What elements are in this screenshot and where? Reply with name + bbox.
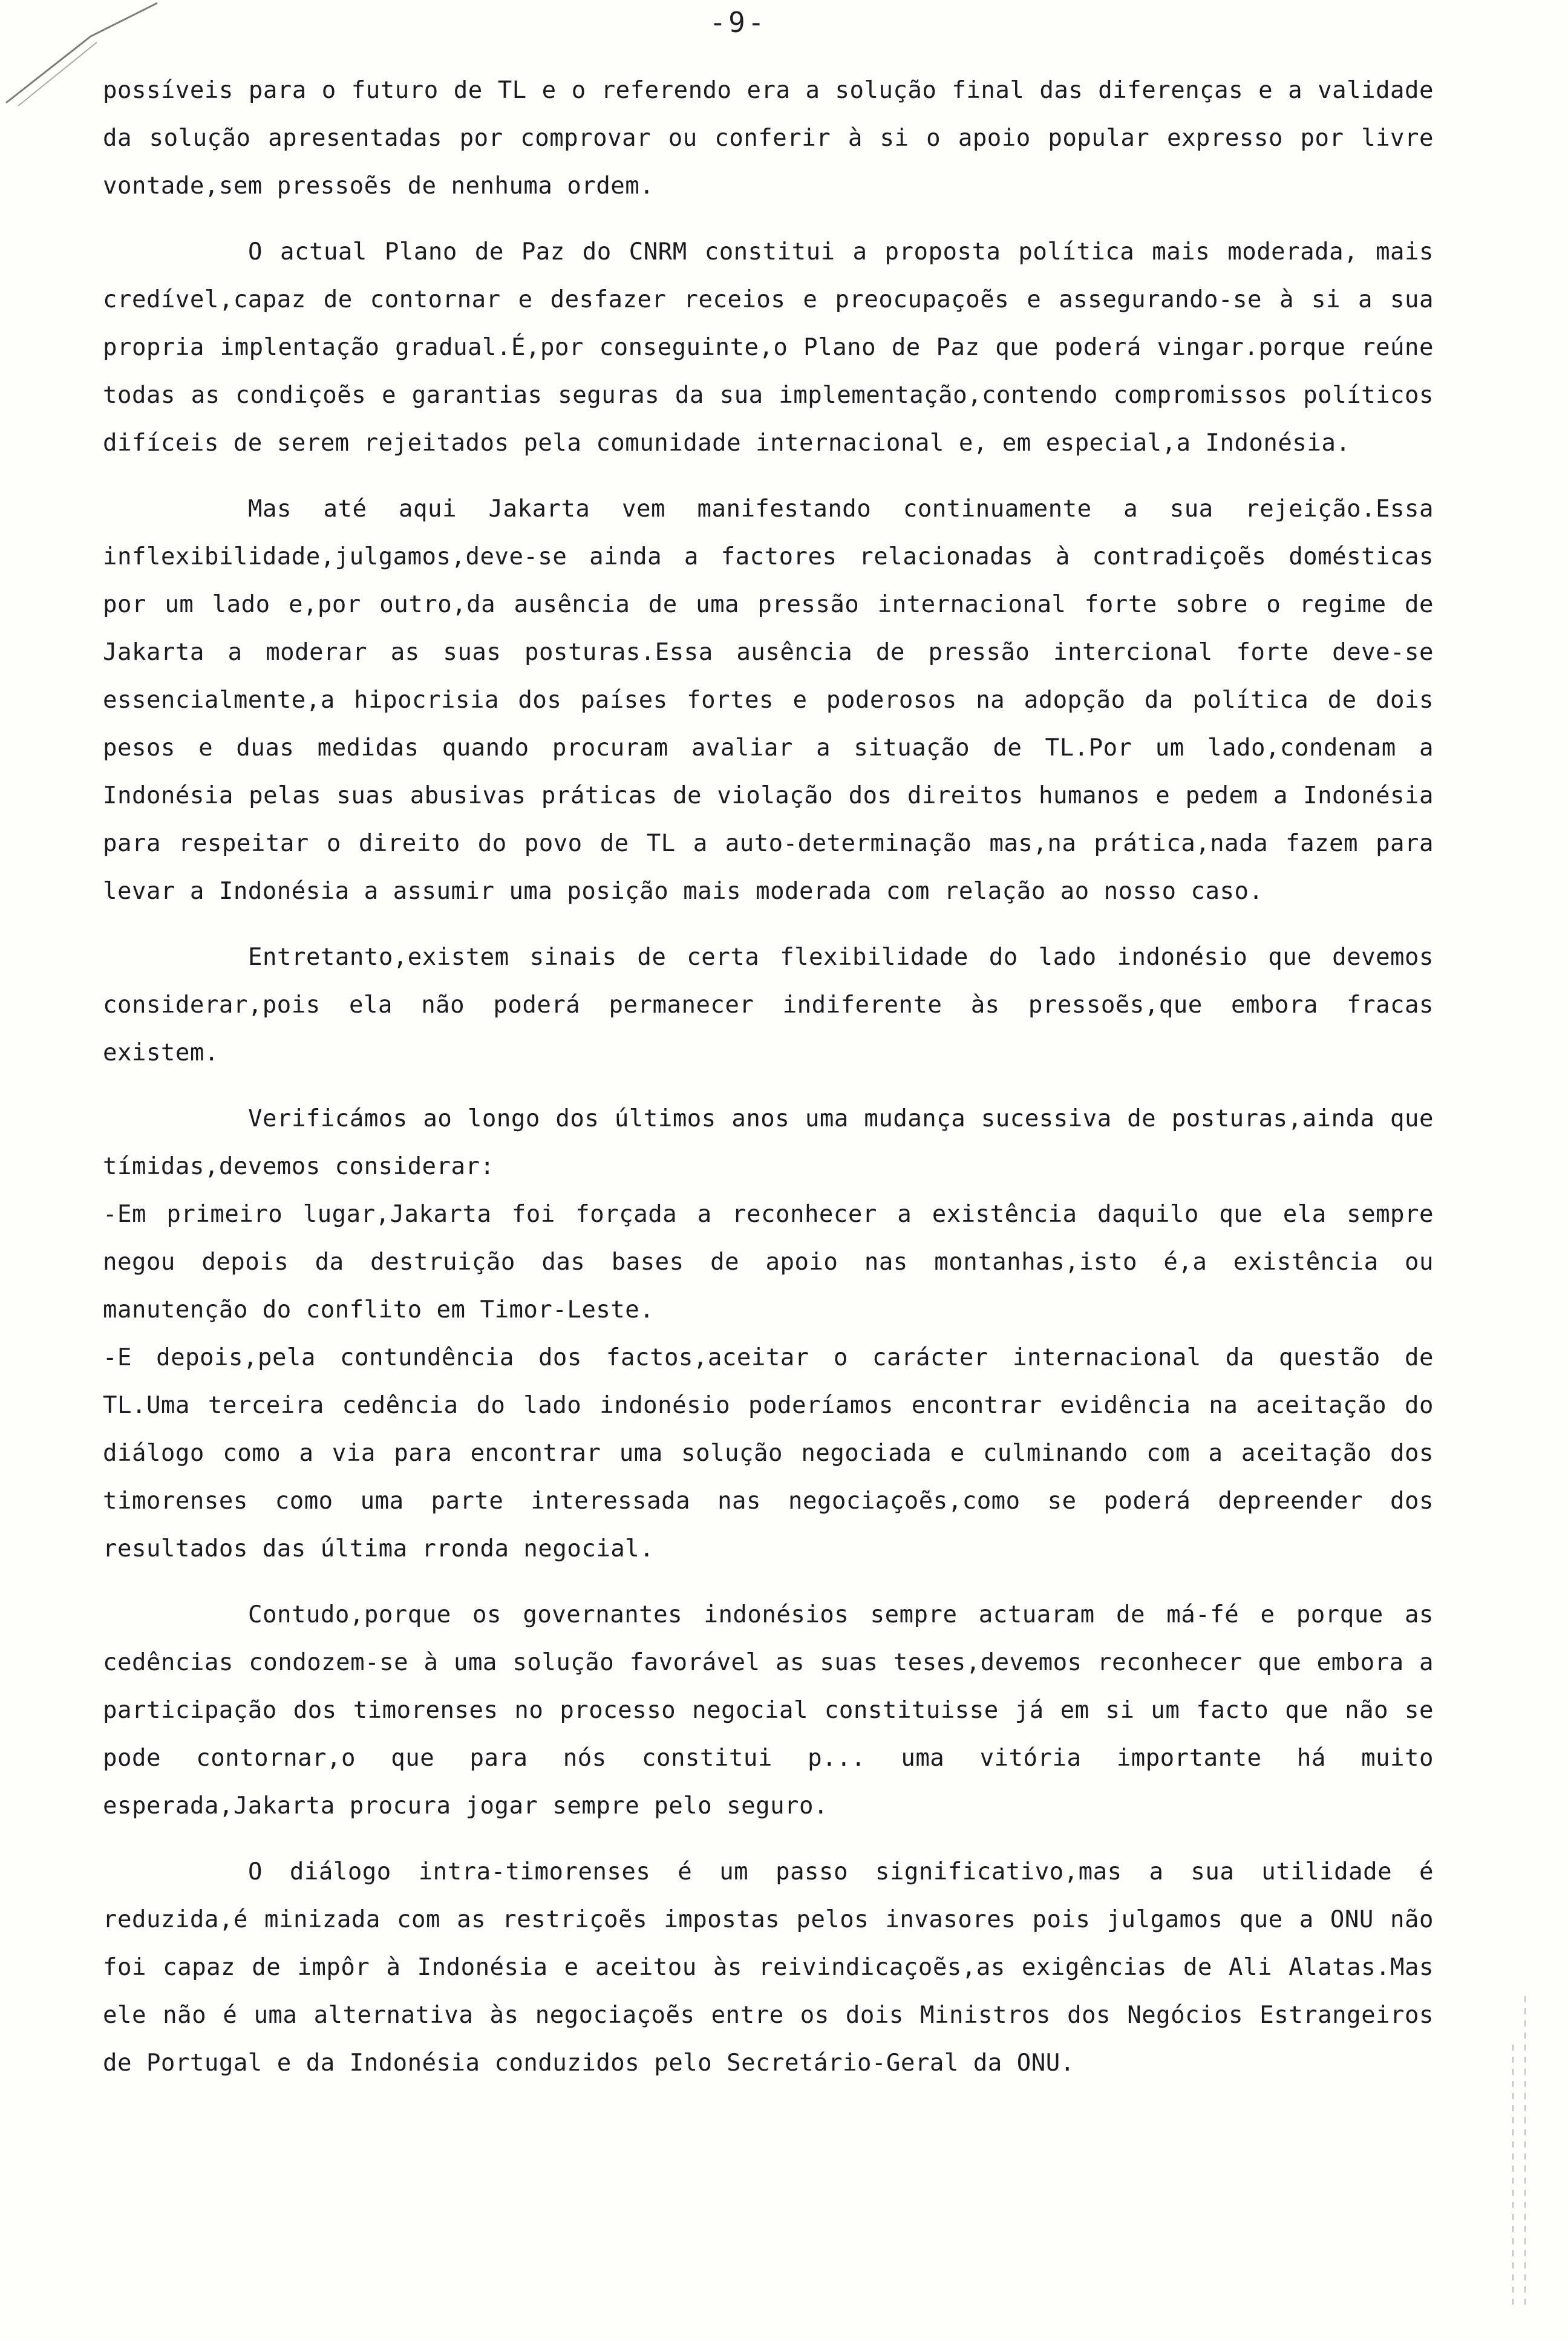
bullet-item: -E depois,pela contundência dos factos,aceitar o carácter internacional da questão de TL.Uma terceira cedência do lado indonésio poderíamos encontrar evidência na aceitação do diálogo como a via para encontrar uma solução negociada e culminando com a aceitação dos timorenses como uma parte interessada nas negociaçoẽs,como se poderá depreender dos resultados das última rronda negocial. [103,1344,1434,1562]
scan-edge-mark [1512,2045,1514,2311]
scan-edge-mark [1524,1996,1526,2311]
paragraph: Mas até aqui Jakarta vem manifestando continuamente a sua rejeição.Essa inflexibilidade,julgamos,deve-se ainda a factores relacionadas à contradiçoẽs domésticas por um lado e,por outro,da ausência de uma pressão internacional forte sobre o regime de Jakarta a moderar as suas posturas.Essa ausência de pressão intercional forte deve-se essencialmente,a hipocrisia dos países fortes e poderosos na adopção da política de dois pesos e duas medidas quando procuram avaliar a situação de TL.Por um lado,condenam a Indonésia pelas suas abusivas práticas de violação dos direitos humanos e pedem a Indonésia para respeitar o direito do povo de TL a auto-determinação mas,na prática,nada fazem para levar a Indonésia a assumir uma posição mais moderada com relação ao nosso caso. [103,495,1434,905]
paragraph: possíveis para o futuro de TL e o referendo era a solução final das diferenças e a validade da solução apresentadas por comprovar ou conferir à si o apoio popular expresso por livre vontade,sem pressoẽs de nenhuma ordem. [103,77,1434,200]
page-number: -9- [709,6,767,39]
paragraph: Contudo,porque os governantes indonésios sempre actuaram de má-fé e porque as cedências condozem-se à uma solução favorável as suas teses,devemos reconhecer que embora a participação dos timorenses no processo negocial constituisse já em si um facto que não se pode contornar,o que para nós constitui p... uma vitória importante há muito esperada,Jakarta procura jogar sempre pelo seguro. [103,1601,1434,1820]
paragraph: O diálogo intra-timorenses é um passo significativo,mas a sua utilidade é reduzida,é minizada com as restriçoẽs impostas pelos invasores pois julgamos que a ONU não foi capaz de impôr à Indonésia e aceitou às reivindicaçoẽs,as exigências de Ali Alatas.Mas ele não é uma alternativa às negociaçoẽs entre os dois Ministros dos Negócios Estrangeiros de Portugal e da Indonésia conduzidos pelo Secretário-Geral da ONU. [103,1858,1434,2077]
document-body [103,67,1434,2087]
paragraph: Verificámos ao longo dos últimos anos uma mudança sucessiva de posturas,ainda que tímidas,devemos considerar: [103,1105,1434,1180]
paragraph: O actual Plano de Paz do CNRM constitui a proposta política mais moderada, mais credível,capaz de contornar e desfazer receios e preocupaçoẽs e assegurando-se à si a sua propria implentação gradual.É,por conseguinte,o Plano de Paz que poderá vingar.porque reúne todas as condiçoẽs e garantias seguras da sua implementação,contendo compromissos políticos difíceis de serem rejeitados pela comunidade internacional e, em especial,a Indonésia. [103,238,1434,457]
paragraph: Entretanto,existem sinais de certa flexibilidade do lado indonésio que devemos considerar,pois ela não poderá permanecer indiferente às pressoẽs,que embora fracas existem. [103,944,1434,1066]
bullet-item: -Em primeiro lugar,Jakarta foi forçada a reconhecer a existência daquilo que ela sempre negou depois da destruição das bases de apoio nas montanhas,isto é,a existência ou manutenção do conflito em Timor-Leste. [103,1201,1434,1324]
